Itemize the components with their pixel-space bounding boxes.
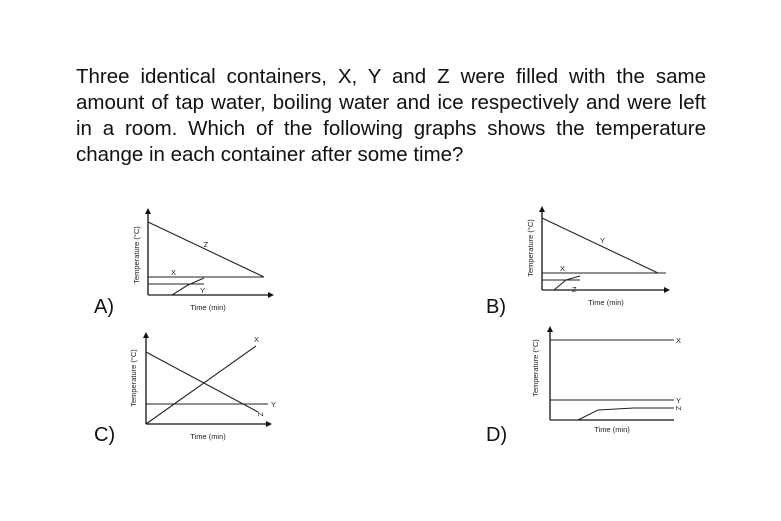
y-axis-label: Temperature (°C) bbox=[531, 339, 540, 397]
curve-z bbox=[550, 408, 674, 420]
x-axis-arrow bbox=[266, 421, 272, 427]
curve-label-x: X bbox=[254, 335, 260, 344]
option-a-graph bbox=[120, 200, 280, 320]
curve-label-x: X bbox=[676, 336, 682, 345]
option-c-graph bbox=[120, 326, 290, 451]
y-axis-arrow bbox=[539, 206, 545, 212]
curve-label-z: Z bbox=[674, 406, 683, 411]
y-axis-label: Temperature (°C) bbox=[132, 226, 141, 284]
option-c-label[interactable]: C) bbox=[94, 424, 116, 446]
question-text: Three identical containers, X, Y and Z were filled with the same amount of tap water, boiling water and ice respectively and were left in a room. Which of the following graphs shows the temperature change in each container after some time? bbox=[76, 65, 706, 166]
curve-label-x: X bbox=[171, 268, 177, 277]
x-axis-arrow bbox=[664, 287, 670, 293]
y-axis-arrow bbox=[547, 326, 553, 332]
curve-label-y: Y bbox=[676, 396, 682, 405]
y-axis-arrow bbox=[143, 332, 149, 338]
y-axis-label: Temperature (°C) bbox=[526, 219, 535, 277]
x-axis-label: Time (min) bbox=[588, 298, 624, 307]
option-b-graph bbox=[516, 198, 676, 318]
curve-label-z: Z bbox=[572, 285, 577, 294]
option-d-label[interactable]: D) bbox=[486, 424, 508, 446]
curve-label-x: X bbox=[560, 264, 566, 273]
option-b-label[interactable]: B) bbox=[486, 296, 506, 318]
option-d-graph bbox=[516, 320, 696, 450]
curve-label-y: Y bbox=[271, 400, 277, 409]
x-axis-label: Time (min) bbox=[190, 432, 226, 441]
curve-x bbox=[146, 346, 256, 424]
x-axis-arrow bbox=[268, 292, 274, 298]
y-axis-label: Temperature (°C) bbox=[129, 349, 138, 407]
curve-label-y: Y bbox=[600, 236, 606, 245]
curve-label-y: Y bbox=[200, 286, 206, 295]
curve-y bbox=[148, 278, 204, 295]
y-axis-arrow bbox=[145, 208, 151, 214]
curve-label-z: Z bbox=[256, 412, 265, 417]
curve-label-z: Z bbox=[203, 240, 208, 249]
x-axis-label: Time (min) bbox=[190, 303, 226, 312]
option-a-label[interactable]: A) bbox=[94, 296, 114, 318]
curve-z bbox=[146, 352, 258, 412]
x-axis-label: Time (min) bbox=[594, 425, 630, 434]
